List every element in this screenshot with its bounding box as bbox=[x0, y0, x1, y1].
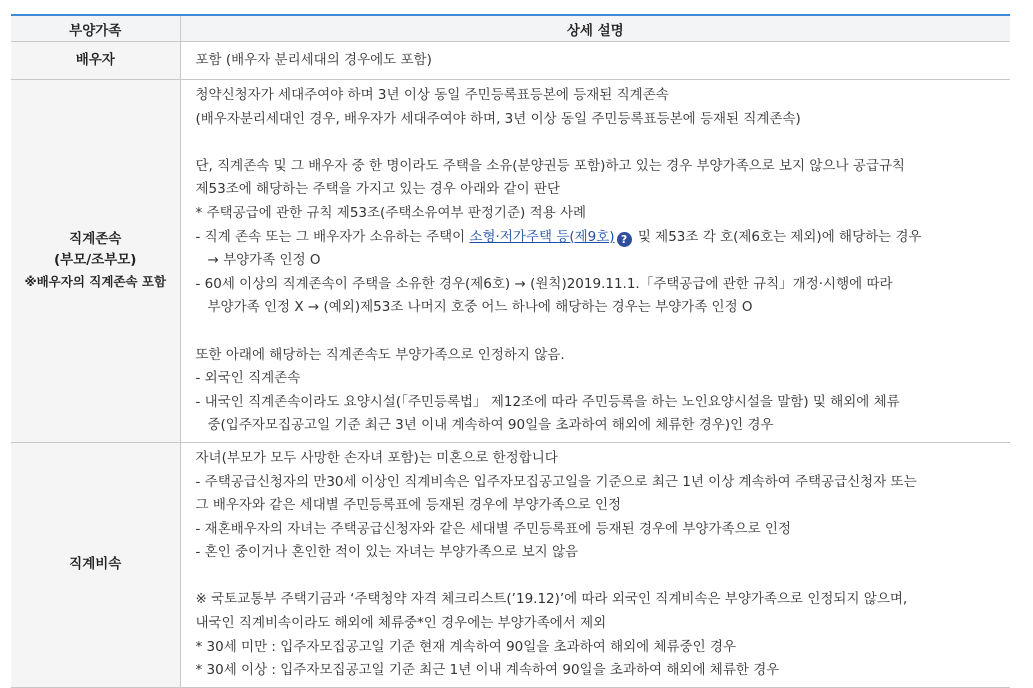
header-detail: 상세 설명 bbox=[180, 15, 1010, 42]
ascendant-line: 제53조에 해당하는 주택을 가지고 있는 경우 아래와 같이 판단 bbox=[195, 181, 560, 198]
dependents-table bbox=[11, 14, 1010, 688]
ascendant-line-prefix: - 직계 존속 또는 그 배우자가 소유하는 주택이 bbox=[195, 228, 470, 245]
descendant-line: * 30세 이상 : 입주자모집공고일 기준 최근 1년 이내 계속하여 90일을 초과하여 해외에 체류한 경우 bbox=[195, 662, 780, 679]
table-row-ascendant bbox=[11, 80, 1010, 443]
header-dependent: 부양가족 bbox=[11, 15, 180, 42]
row-label-spouse: 배우자 bbox=[11, 42, 180, 80]
ascendant-label-note: ※배우자의 직계존속 포함 bbox=[24, 274, 167, 290]
table-row-descendant bbox=[11, 442, 1010, 687]
descendant-line: 내국인 직계비속이라도 해외에 체류중*인 경우에는 부양가족에서 제외 bbox=[195, 615, 607, 632]
descendant-line: - 주택공급신청자의 만30세 이상인 직계비속은 입주자모집공고일을 기준으로 최근 1년 이상 계속하여 주택공급신청자 또는 bbox=[195, 473, 917, 490]
ascendant-line: - 외국인 직계존속 bbox=[195, 370, 301, 387]
ascendant-line: 단, 직계존속 및 그 배우자 중 한 명이라도 주택을 소유(분양권등 포함)하고 있는 경우 부양가족으로 보지 않으나 공급규칙 bbox=[195, 157, 905, 174]
row-desc-descendant bbox=[180, 442, 1010, 687]
ascendant-line: - 내국인 직계존속이라도 요양시설(「주민등록법」 제12조에 따라 주민등록을 하는 노인요양시설을 말함) 및 해외에 체류 bbox=[195, 393, 900, 410]
ascendant-line-with-link bbox=[196, 226, 1011, 250]
dependents-table-container bbox=[11, 14, 1010, 688]
ascendant-line: → 부양가족 인정 O bbox=[207, 252, 321, 269]
ascendant-line-suffix: 및 제53조 각 호(제6호는 제외)에 해당하는 경우 bbox=[633, 228, 922, 245]
row-label-ascendant bbox=[11, 80, 180, 443]
descendant-line: 자녀(부모가 모두 사망한 손자녀 포함)는 미혼으로 한정합니다 bbox=[195, 449, 558, 466]
row-desc-spouse: 포함 (배우자 분리세대의 경우에도 포함) bbox=[180, 42, 1010, 80]
ascendant-line: - 60세 이상의 직계존속이 주택을 소유한 경우(제6호) → (원칙)2019.11.1.「주택공급에 관한 규칙」개정·시행에 따라 bbox=[195, 275, 893, 292]
descendant-line: - 혼인 중이거나 혼인한 적이 있는 자녀는 부양가족으로 보지 않음 bbox=[195, 544, 579, 561]
descendant-line: 그 배우자와 같은 세대별 주민등록표에 등재된 경우에 부양가족으로 인정 bbox=[195, 497, 622, 514]
table-row-spouse bbox=[11, 42, 1010, 80]
ascendant-label-main: 직계존속 bbox=[69, 231, 122, 248]
ascendant-line: (배우자분리세대인 경우, 배우자가 세대주여야 하며, 3년 이상 동일 주민등록표등본에 등재된 직계존속) bbox=[195, 110, 801, 127]
table-header-row bbox=[11, 15, 1010, 42]
descendant-line: - 재혼배우자의 자녀는 주택공급신청자와 같은 세대별 주민등록표에 등재된 경우에 부양가족으로 인정 bbox=[195, 520, 792, 537]
help-icon[interactable]: ? bbox=[617, 232, 632, 247]
small-cheap-house-link[interactable]: 소형·저가주택 등(제9호) bbox=[469, 228, 615, 245]
ascendant-line: 청약신청자가 세대주여야 하며 3년 이상 동일 주민등록표등본에 등재된 직계존속 bbox=[195, 87, 669, 103]
ascendant-label-sub: (부모/조부모) bbox=[54, 252, 137, 269]
row-desc-ascendant bbox=[180, 80, 1010, 443]
descendant-line: ※ 국토교통부 주택기금과 ‘주택청약 자격 체크리스트(’19.12)’에 따라 외국인 직계비속은 부양가족으로 인정되지 않으며, bbox=[195, 591, 908, 608]
ascendant-line: * 주택공급에 관한 규칙 제53조(주택소유여부 판정기준) 적용 사례 bbox=[195, 204, 587, 221]
ascendant-line: 중(입주자모집공고일 기준 최근 3년 이내 계속하여 90일을 초과하여 해외에 체류한 경우)인 경우 bbox=[207, 417, 774, 434]
descendant-line: * 30세 미만 : 입주자모집공고일 기준 현재 계속하여 90일을 초과하여 해외에 체류중인 경우 bbox=[195, 638, 737, 655]
row-label-descendant: 직계비속 bbox=[11, 442, 180, 687]
ascendant-line: 또한 아래에 해당하는 직계존속도 부양가족으로 인정하지 않음. bbox=[195, 346, 565, 363]
ascendant-line: 부양가족 인정 X → (예외)제53조 나머지 호중 어느 하나에 해당하는 경우는 부양가족 인정 O bbox=[207, 299, 753, 316]
